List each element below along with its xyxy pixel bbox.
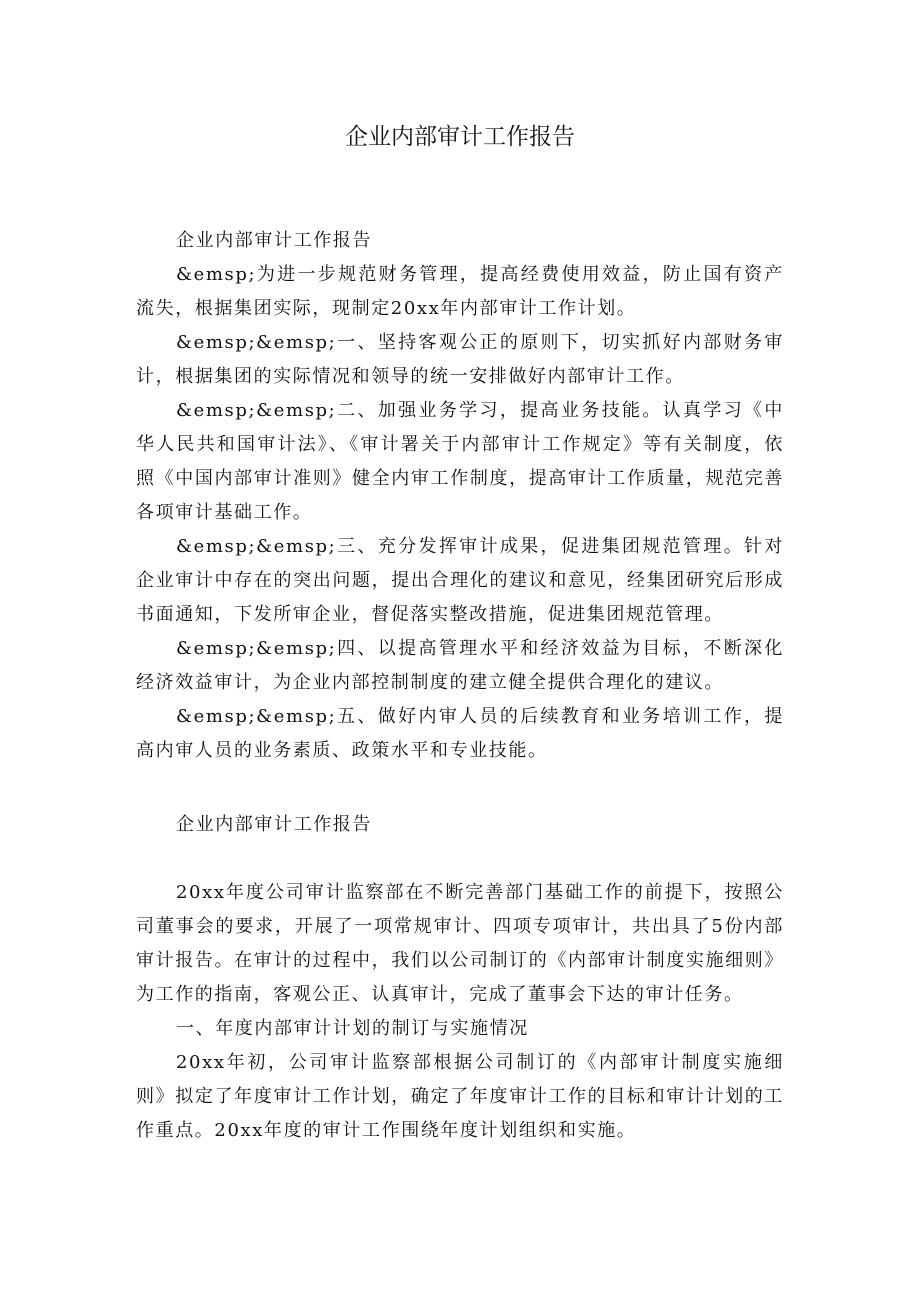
section-one-heading: 企业内部审计工作报告 xyxy=(176,230,372,251)
section-two-heading-block xyxy=(136,808,784,842)
paragraph: 20xx年初，公司审计监察部根据公司制订的《内部审计制度实施细则》拟定了年度审计工作计划，确定了年度审计工作的目标和审计计划的工作重点。20xx年度的审计工作围绕年度计划组织和实施。 xyxy=(136,1052,784,1141)
section-two-heading: 企业内部审计工作报告 xyxy=(176,814,372,835)
paragraph: &emsp;&emsp;三、充分发挥审计成果，促进集团规范管理。针对企业审计中存在的突出问题，提出合理化的建议和意见，经集团研究后形成书面通知，下发所审企业，督促落实整改措施，促进集团规范管理。 xyxy=(136,536,784,625)
section-two xyxy=(136,876,784,1148)
paragraph: &emsp;为进一步规范财务管理，提高经费使用效益，防止国有资产流失，根据集团实际，现制定20xx年内部审计工作计划。 xyxy=(136,264,784,319)
paragraph: &emsp;&emsp;五、做好内审人员的后续教育和业务培训工作，提高内审人员的业务素质、政策水平和专业技能。 xyxy=(136,706,784,761)
paragraph: &emsp;&emsp;二、加强业务学习，提高业务技能。认真学习《中华人民共和国审计法》、《审计署关于内部审计工作规定》等有关制度，依照《中国内部审计准则》健全内审工作制度，提高审计工作质量，规范完善各项审计基础工作。 xyxy=(136,400,784,523)
paragraph: 20xx年度公司审计监察部在不断完善部门基础工作的前提下，按照公司董事会的要求，开展了一项常规审计、四项专项审计，共出具了5份内部审计报告。在审计的过程中，我们以公司制订的《内部审计制度实施细则》为工作的指南，客观公正、认真审计，完成了董事会下达的审计任务。 xyxy=(136,882,784,1005)
section-one xyxy=(136,224,784,768)
paragraph: &emsp;&emsp;四、以提高管理水平和经济效益为目标，不断深化经济效益审计，为企业内部控制制度的建立健全提供合理化的建议。 xyxy=(136,638,784,693)
document-title: 企业内部审计工作报告 xyxy=(345,124,575,150)
paragraph: &emsp;&emsp;一、坚持客观公正的原则下，切实抓好内部财务审计，根据集团的实际情况和领导的统一安排做好内部审计工作。 xyxy=(136,332,784,387)
paragraph: 一、年度内部审计计划的制订与实施情况 xyxy=(176,1018,529,1039)
